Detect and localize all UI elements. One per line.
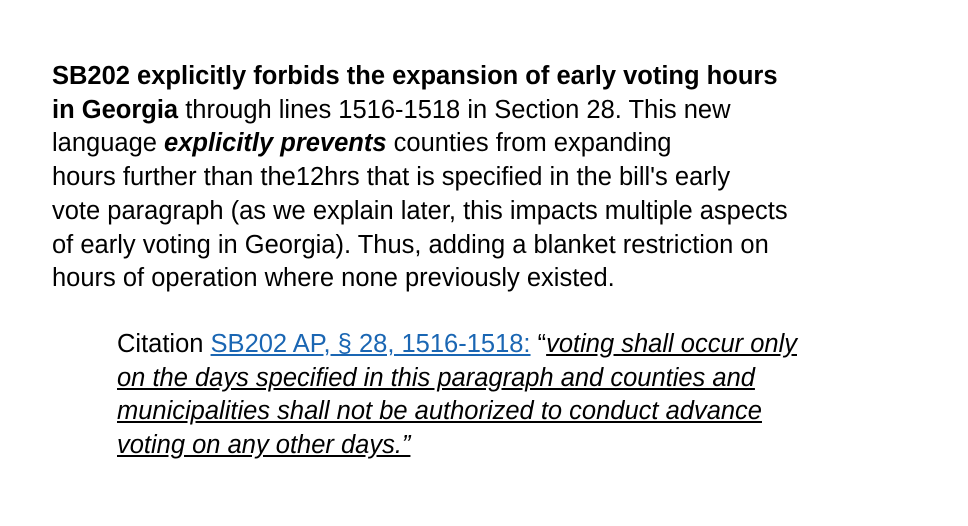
open-quote: “: [530, 330, 547, 358]
paragraph-line-7: hours of operation where none previously existed.: [52, 264, 615, 293]
paragraph-line-4: hours further than the12hrs that is specified in the bill's early: [52, 163, 731, 192]
paragraph-text: counties from expanding: [386, 129, 672, 158]
citation-block: [117, 328, 937, 463]
paragraph-text: through lines 1516-1518 in Section 28. This new: [178, 95, 731, 124]
paragraph-line-3: [52, 127, 942, 161]
paragraph-line-6: of early voting in Georgia). Thus, adding a blanket restriction on: [52, 230, 769, 259]
paragraph-line-5: vote paragraph (as we explain later, this impacts multiple aspects: [52, 196, 788, 225]
citation-line-2: [117, 362, 937, 396]
bold-statement-part-2: in Georgia: [52, 95, 179, 124]
emphasis-text: explicitly prevents: [164, 129, 387, 158]
paragraph-line-1: [52, 60, 942, 94]
citation-line-1: [117, 328, 937, 362]
citation-link[interactable]: SB202 AP, § 28, 1516-1518:: [210, 330, 531, 358]
citation-line-3: [117, 395, 937, 429]
body-paragraph: [52, 60, 942, 296]
citation-line-4: [117, 429, 937, 463]
citation-label: Citation: [117, 330, 211, 358]
paragraph-text: language: [52, 129, 165, 158]
quote-text: voting shall occur only: [546, 330, 797, 358]
paragraph-line-2: [52, 94, 942, 128]
quote-text: voting on any other days.”: [117, 431, 411, 460]
quote-text: municipalities shall not be authorized to conduct advance: [117, 397, 762, 426]
bold-statement-part-1: SB202 explicitly forbids the expansion of early voting hours: [52, 62, 778, 90]
quote-text: on the days specified in this paragraph and counties and: [117, 363, 755, 392]
